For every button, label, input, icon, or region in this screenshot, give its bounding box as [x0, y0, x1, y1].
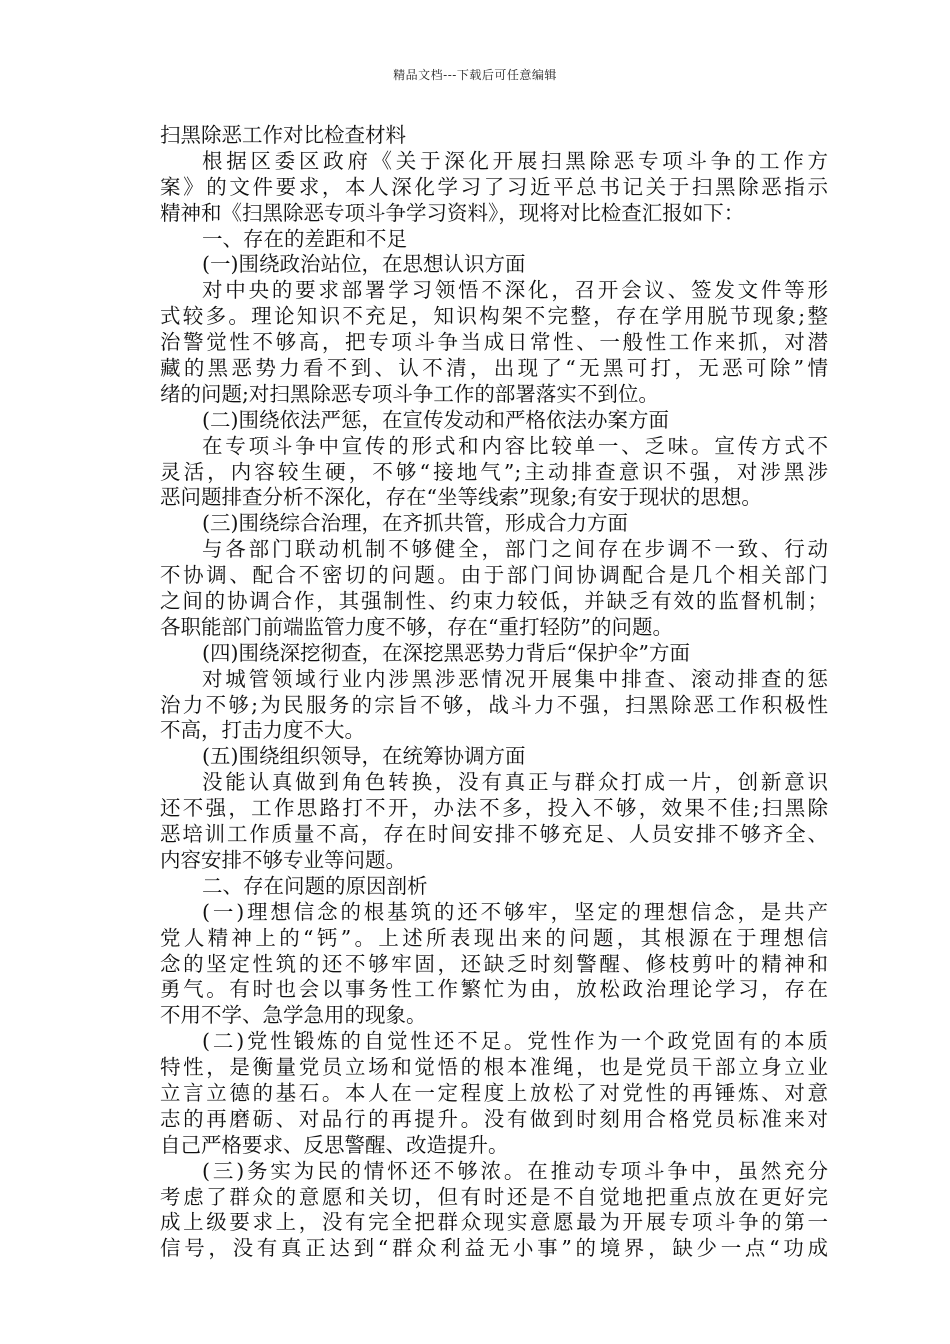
text-line: 绪的问题;对扫黑除恶专项斗争工作的部署落实不到位。: [160, 381, 659, 406]
text-line: 不协调、配合不密切的问题。由于部门间协调配合是几个相关部门: [160, 563, 828, 588]
text-line: 不用不学、急学急用的现象。: [160, 1003, 427, 1028]
text-line: 特性，是衡量党员立场和觉悟的根本准绳，也是党员干部立身立业: [160, 1055, 828, 1080]
text-line: 灵活，内容较生硬，不够“接地气”;主动排查意识不强，对涉黑涉: [160, 459, 828, 484]
text-line: 党人精神上的“钙”。上述所表现出来的问题，其根源在于理想信: [160, 925, 828, 950]
paragraph-lines: [160, 149, 828, 1262]
text-line: 没能认真做到角色转换，没有真正与群众打成一片，创新意识: [202, 770, 828, 795]
text-line: (一)围绕政治站位，在思想认识方面: [202, 252, 526, 277]
text-line: 立言立德的基石。本人在一定程度上放松了对党性的再锤炼、对意: [160, 1080, 828, 1105]
text-line: 考虑了群众的意愿和关切，但有时还是不自觉地把重点放在更好完: [160, 1184, 828, 1209]
text-line: 精神和《扫黑除恶专项斗争学习资料》，现将对比检查汇报如下：: [160, 200, 745, 225]
page-header: 精品文档---下载后可任意编辑: [393, 68, 557, 82]
document-body: [160, 123, 828, 1262]
text-line: 一、存在的差距和不足: [202, 226, 407, 251]
text-line: 还不强，工作思路打不开，办法不多，投入不够，效果不佳;扫黑除: [160, 796, 828, 821]
text-line: 志的再磨砺、对品行的再提升。没有做到时刻用合格党员标准来对: [160, 1106, 828, 1131]
text-line: 之间的协调合作，其强制性、约束力较低，并缺乏有效的监督机制；: [160, 589, 828, 614]
text-line: 念的坚定性筑的还不够牢固，还缺乏时刻警醒、修枝剪叶的精神和: [160, 951, 828, 976]
text-line: 自己严格要求、反思警醒、改造提升。: [160, 1132, 509, 1157]
text-line: (五)围绕组织领导，在统筹协调方面: [202, 744, 526, 769]
text-line: 内容安排不够专业等问题。: [160, 847, 406, 872]
text-line: (三)围绕综合治理，在齐抓共管，形成合力方面: [202, 511, 628, 536]
text-line: (一)理想信念的根基筑的还不够牢，坚定的理想信念，是共产: [202, 899, 828, 924]
text-line: 恶问题排查分析不深化，存在“坐等线索”现象;有安于现状的思想。: [160, 485, 762, 510]
text-line: 不高，打击力度不大。: [160, 718, 365, 743]
text-line: 二、存在问题的原因剖析: [202, 873, 428, 898]
text-line: (二)党性锻炼的自觉性还不足。党性作为一个政党固有的本质: [202, 1029, 828, 1054]
document-title: 扫黑除恶工作对比检查材料: [160, 123, 406, 147]
text-line: 案》的文件要求，本人深化学习了习近平总书记关于扫黑除恶指示: [160, 174, 828, 199]
text-line: 成上级要求上，没有完全把群众现实意愿最为开展专项斗争的第一: [160, 1210, 828, 1235]
text-line: 藏的黑恶势力看不到、认不清，出现了“无黑可打，无恶可除”情: [160, 356, 828, 381]
text-line: 在专项斗争中宣传的形式和内容比较单一、乏味。宣传方式不: [202, 433, 828, 458]
text-line: (四)围绕深挖彻查，在深挖黑恶势力背后“保护伞”方面: [202, 640, 690, 665]
text-line: 式较多。理论知识不充足，知识构架不完整，存在学用脱节现象;整: [160, 304, 828, 329]
text-line: 治警觉性不够高，把专项斗争当成日常性、一般性工作来抓，对潜: [160, 330, 828, 355]
text-line: 勇气。有时也会以事务性工作繁忙为由，放松政治理论学习，存在: [160, 977, 828, 1002]
text-line: 对中央的要求部署学习领悟不深化，召开会议、签发文件等形: [202, 278, 828, 303]
text-line: (三)务实为民的情怀还不够浓。在推动专项斗争中，虽然充分: [202, 1158, 828, 1183]
text-line: (二)围绕依法严惩，在宣传发动和严格依法办案方面: [202, 407, 669, 432]
text-line: 根据区委区政府《关于深化开展扫黑除恶专项斗争的工作方: [202, 148, 828, 173]
text-line: 对城管领域行业内涉黑涉恶情况开展集中排查、滚动排查的惩: [202, 666, 828, 691]
text-line: 恶培训工作质量不高，存在时间安排不够充足、人员安排不够齐全、: [160, 822, 828, 847]
text-line: 信号，没有真正达到“群众利益无小事”的境界，缺少一点“功成: [160, 1236, 828, 1261]
text-line: 与各部门联动机制不够健全，部门之间存在步调不一致、行动: [202, 537, 828, 562]
text-line: 各职能部门前端监管力度不够，存在“重打轻防”的问题。: [160, 614, 673, 639]
text-line: 治力不够;为民服务的宗旨不够，战斗力不强，扫黑除恶工作积极性: [160, 692, 828, 717]
